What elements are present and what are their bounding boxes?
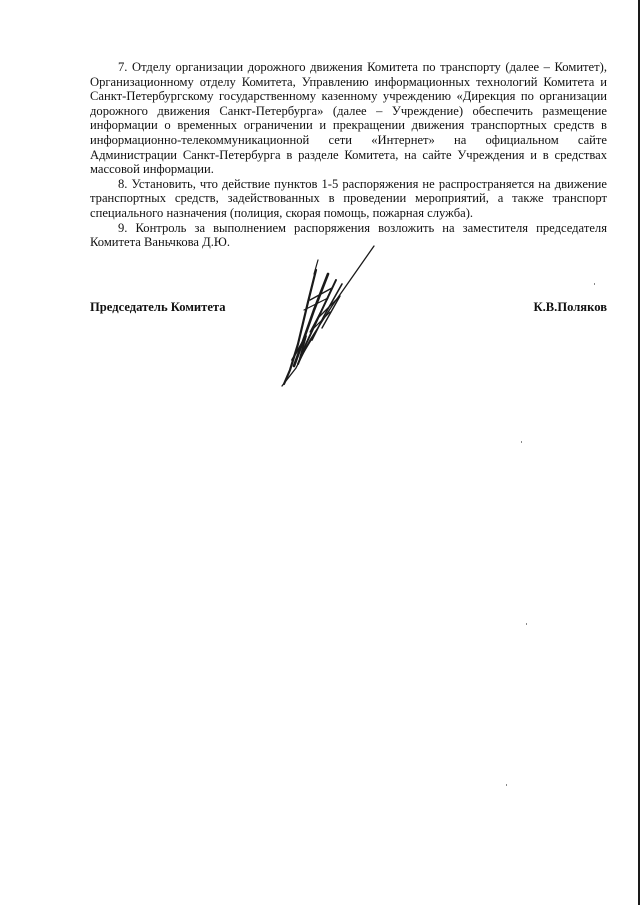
- paragraph-9: 9. Контроль за выполнением распоряжения возложить на заместителя председателя Комитета Ваньчкова Д.Ю.: [90, 220, 607, 250]
- paragraph-7: 7. Отделу организации дорожного движения Комитета по транспорту (далее – Комитет), Организационному отделу Комитета, Управлению информационных технологий Комитета и Санкт-Петербургскому государственному казенному учреждению «Дирекция по организации дорожного движения Санкт-Петербурга» (далее – Учреждение) обеспечить размещение информации о временных ограничении и прекращении движения транспортных средств в информационно-телекоммуникационной сети «Интернет» на официальном сайте Администрации Санкт-Петербурга в разделе Комитета, на сайте Учреждения и в средствах массовой информации.: [90, 60, 607, 177]
- handwritten-signature: [270, 240, 390, 390]
- document-body: [90, 60, 607, 250]
- signer-name: К.В.Поляков: [533, 300, 607, 314]
- scan-speck: [521, 441, 522, 443]
- signer-position-title: Председатель Комитета: [90, 300, 226, 314]
- scan-speck: [594, 283, 595, 285]
- scan-speck: [526, 623, 527, 625]
- scan-speck: [506, 784, 507, 786]
- paragraph-8: 8. Установить, что действие пунктов 1-5 распоряжения не распространяется на движение транспортных средств, задействованных в проведении мероприятий, а также транспорт специального назначения (полиция, скорая помощь, пожарная служба).: [90, 176, 607, 220]
